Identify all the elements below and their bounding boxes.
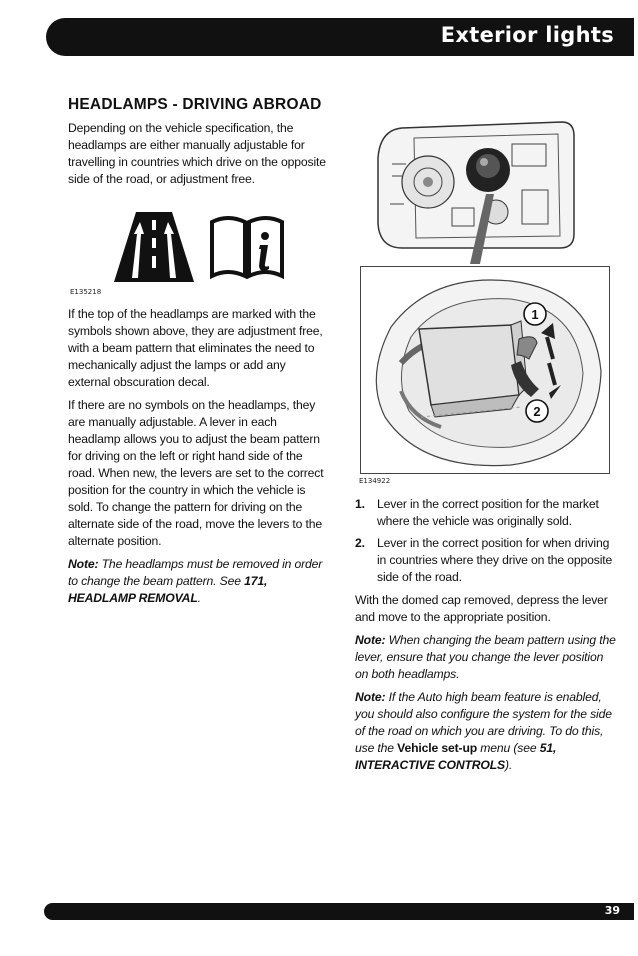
manually-adjustable-paragraph: If there are no symbols on the headlamps, they are manually adjustable. A lever in each headlamp allows you to adjust the beam pattern for driving on the left or right hand side of the road. When new, the levers are set to the correct position for the country in which the vehicle is sold. To change the pattern for driving on the alternate side of the road, move the levers to the alternate position.	[68, 398, 324, 548]
note-end: .	[197, 591, 201, 605]
page-number: 39	[604, 904, 620, 917]
page-title: Exterior lights	[440, 23, 614, 47]
list-item: 1. Lever in the correct position for the market where the vehicle was originally sold.	[355, 497, 599, 528]
symbols-reference: E135218	[70, 288, 102, 296]
figure-callout-2: 2	[533, 404, 541, 419]
headlamp-removal-link[interactable]: 171, HEADLAMP REMOVAL	[68, 574, 268, 605]
headlamp-symbols	[68, 212, 330, 298]
headlamp-rear-illustration	[362, 108, 580, 264]
note-text: When changing the beam pattern using the lever, ensure that you change the lever position on both headlamps.	[355, 633, 616, 681]
manual-info-icon	[208, 212, 286, 282]
interactive-controls-link[interactable]: 51, INTERACTIVE CONTROLS	[355, 741, 557, 772]
note-label: Note:	[68, 557, 99, 571]
footer-bar	[44, 903, 634, 920]
auto-high-beam-note	[355, 689, 617, 774]
header-bar	[46, 18, 634, 56]
right-column	[355, 496, 617, 780]
note-end: ).	[505, 758, 513, 772]
note-label: Note:	[355, 690, 386, 704]
note-text-2: menu (see	[477, 741, 540, 755]
removal-note	[68, 556, 330, 607]
adjustment-free-paragraph: If the top of the headlamps are marked with the symbols shown above, they are adjustment free, with a beam pattern that eliminates the need to mechanically adjust the lamps or add any external obscuration decal.	[68, 307, 323, 389]
figure-callout-1: 1	[531, 307, 539, 322]
section-heading: HEADLAMPS - DRIVING ABROAD	[68, 96, 322, 113]
figure-reference: E134922	[359, 477, 391, 485]
lever-positions-list	[355, 496, 617, 586]
road-traffic-icon	[114, 212, 194, 282]
vehicle-setup-menu: Vehicle set-up	[397, 741, 478, 755]
beam-lever-illustration	[360, 266, 610, 474]
left-column	[68, 96, 330, 613]
domed-cap-paragraph: With the domed cap removed, depress the lever and move to the appropriate position.	[355, 593, 608, 624]
note-text: The headlamps must be removed in order to change the beam pattern. See	[68, 557, 323, 588]
both-headlamps-note	[355, 632, 617, 683]
list-item: 2. Lever in the correct position for when driving in countries where they drive on the opposite side of the road.	[355, 536, 613, 584]
note-label: Note:	[355, 633, 386, 647]
note-text: If the Auto high beam feature is enabled, you should also configure the system for the side of the road on which you are driving. To do this, use the	[355, 690, 612, 755]
intro-paragraph: Depending on the vehicle specification, the headlamps are either manually adjustable for travelling in countries which drive on the opposite side of the road, or adjustment free.	[68, 121, 326, 186]
